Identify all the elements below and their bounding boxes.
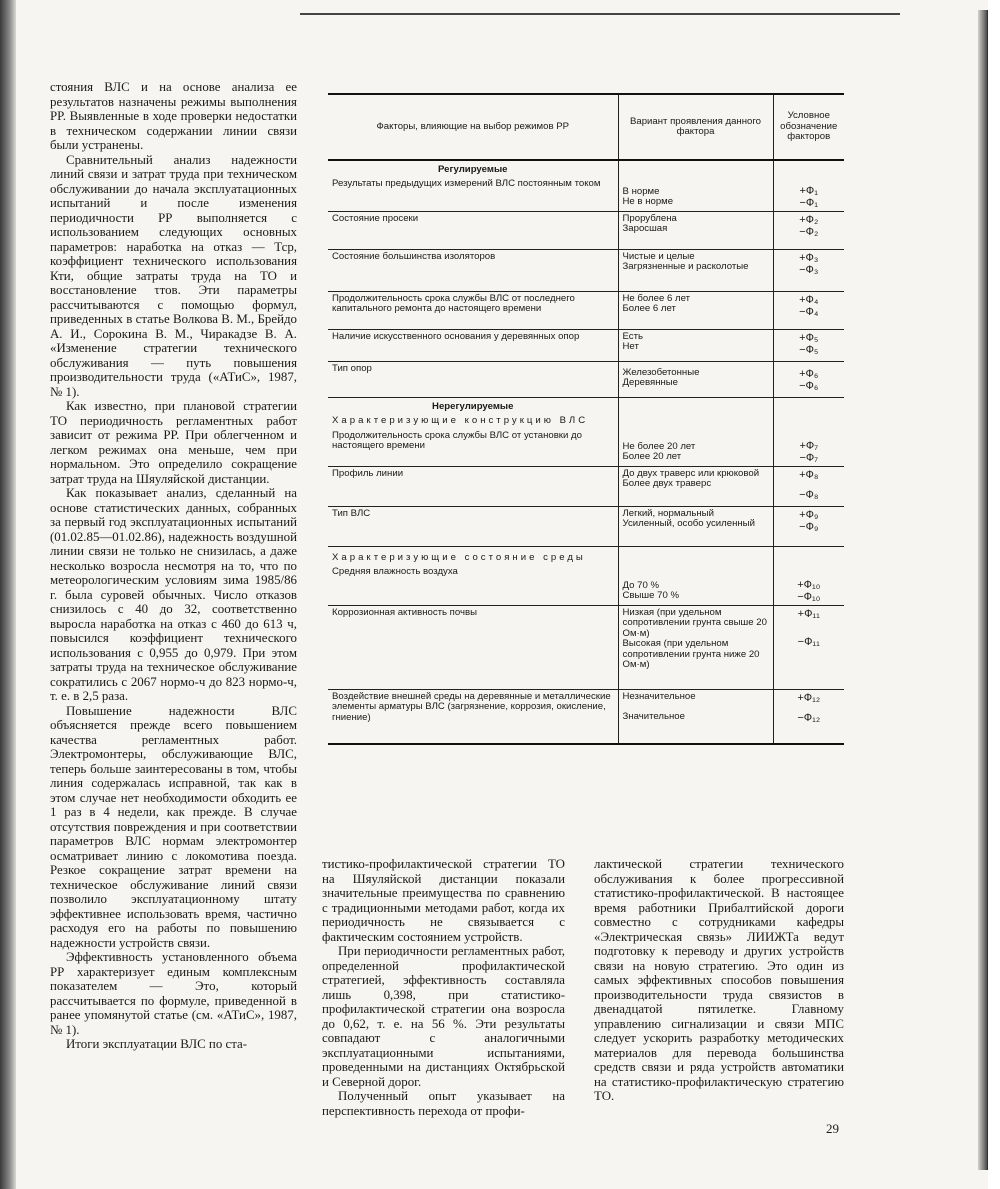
paragraph: лактической стратегии технического обслуживания к более прогрессивной статистико-профилактической. В настоящее время работники Прибалтийской дороги совместно с сотрудниками кафедры «Электрическая связь» ЛИИЖТа ведут подготовку к переводу и других устройств связи на новую стратегию. Это один из самых эффективных способов повышения производительности труда связистов в двенадцатой пятилетке. Главному управлению сигнализации и связи МПС следует ускорить разработку методических материалов для перевода большинства средств связи и ряда устройств автоматики на статистико-профилактическую стратегию ТО. [594, 857, 844, 1103]
variant-plus: Чистые и целые [622, 251, 695, 262]
middle-text-column [322, 857, 565, 1118]
table-row [328, 690, 844, 744]
factor-cell: Тип опор [332, 363, 372, 374]
code-minus: −Ф₅ [799, 344, 819, 356]
table-row [328, 467, 844, 507]
right-text-column [594, 857, 844, 1104]
left-text-column [50, 80, 297, 1052]
code-minus: −Ф₆ [799, 380, 819, 392]
code-minus: −Ф₂ [799, 226, 819, 238]
code-minus: −Ф₈ [799, 489, 819, 501]
factor-cell: Профиль линии [332, 468, 404, 479]
paragraph: Полученный опыт указывает на перспективность перехода от профи- [322, 1089, 565, 1118]
header-factors: Факторы, влияющие на выбор режимов РР [328, 94, 618, 160]
paragraph: Сравнительный анализ надежности линий связи и затрат труда при техническом обслуживании до начала эксплуатационных испытаний и после изменения периодичности РР выполняется с использованием следующих основных параметров: наработка на отказ — Тср, коэффициент технического использования Кти, общие затраты труда на ТО и восстановление τтов. Эти параметры рассчитываются с помощью формул, приведенных в статье Волкова В. М., Брейдо А. И., Сорокина В. М., Чиракадзе В. А. «Изменение стратегии технического обслуживания — путь повышения производительности труда («АТиС», 1987, № 1). [50, 152, 297, 399]
table-row [328, 160, 844, 212]
factor-cell: Состояние большинства изоляторов [332, 251, 496, 262]
paragraph: Итоги эксплуатации ВЛС по ста- [66, 1037, 248, 1051]
scan-edge-right [988, 0, 1000, 1189]
code-plus: +Ф₁₁ [797, 608, 820, 620]
paragraph: тистико-профилактической стратегии ТО на Шяуляйской дистанции показали значительные преимущества по сравнению с традиционными методами работ, когда их периодичность не связывается с фактическим состоянием устройств. [322, 857, 565, 944]
table-header-row [328, 94, 844, 160]
factor-cell: Коррозионная активность почвы [332, 607, 477, 618]
code-plus: +Ф₁ [799, 185, 818, 197]
code-plus: +Ф₄ [799, 294, 819, 306]
scan-edge-left [0, 0, 16, 1189]
code-plus: +Ф₅ [799, 332, 819, 344]
factor-cell: Продолжительность срока службы ВЛС от установки до настоящего времени [332, 429, 582, 452]
variant-plus: Прорублена [622, 213, 677, 224]
variant-minus: Более 20 лет [622, 451, 682, 463]
code-minus: −Ф₁₂ [797, 712, 821, 724]
code-minus: −Ф₁₁ [797, 636, 820, 648]
variant-plus: Не более 20 лет [622, 441, 696, 452]
scan-shadow-right [978, 10, 988, 1170]
factor-cell: Наличие искусственного основания у деревянных опор [332, 331, 580, 342]
variant-minus: Значительное [622, 711, 685, 723]
table-row [328, 330, 844, 362]
code-minus: −Ф₁₀ [797, 591, 821, 603]
page-top-rule [300, 13, 900, 15]
table-row [328, 606, 844, 690]
code-plus: +Ф₆ [799, 368, 819, 380]
variant-minus: Высокая (при удельном сопротивлении грунта ниже 20 Ом·м) [622, 638, 760, 671]
factors-table [328, 93, 844, 745]
code-plus: +Ф₃ [799, 252, 819, 264]
paragraph: При периодичности регламентных работ, определенной профилактической стратегией, эффективность составляла лишь 0,398, при статистико-профилактической стратегии она возросла до 0,62, т. е. на 56 %. Эти результаты совпадают с аналогичными эксплуатационными испытаниями, проведенными на дистанциях Октябрьской и Северной дорог. [322, 944, 565, 1089]
variant-plus: Есть [622, 331, 643, 342]
code-minus: −Ф₃ [799, 264, 819, 276]
variant-plus: Легкий, нормальный [622, 508, 714, 519]
paragraph: стояния ВЛС и на основе анализа ее результатов назначены режимы выполнения РР. Выявленные в ходе проверки недостатки в техническом содержании линии связи были устранены. [50, 80, 297, 152]
factor-cell: Воздействие внешней среды на деревянные и металлические элементы арматуры ВЛС (загрязнение, коррозия, окисление, гниение) [332, 691, 611, 723]
factor-cell: Средняя влажность воздуха [332, 566, 458, 578]
table-row [328, 292, 844, 330]
code-plus: +Ф₁₀ [797, 579, 821, 591]
subsection-heading: Характеризующие состояние среды [332, 552, 586, 563]
code-plus: +Ф₁₂ [797, 692, 821, 704]
variant-plus: До 70 % [622, 580, 659, 591]
code-plus: +Ф₈ [799, 469, 819, 481]
variant-minus: Более двух траверс [622, 478, 712, 490]
variant-plus: В норме [622, 186, 660, 197]
code-minus: −Ф₄ [799, 306, 819, 318]
variant-plus: Железобетонные [622, 367, 700, 378]
code-plus: +Ф₇ [799, 440, 819, 452]
factor-cell: Продолжительность срока службы ВЛС от последнего капитального ремонта до настоящего времени [332, 293, 575, 315]
paragraph: Повышение надежности ВЛС объясняется прежде всего повышением качества регламентных работ. Электромонтеры, обслуживающие ВЛС, теперь больше заинтересованы в том, чтобы линия содержалась исправной, так как в этом случае нет необходимости обходить ее 1 раз в 4 недели, как прежде. В случае отсутствия повреждения и при соответствии параметров ВЛС нормам электромонтер осматривает линию с локомотива поезда. Резкое сокращение затрат времени на техническое обслуживание линий связи позволило эксплуатационному штату эффективнее использовать время, частично расходуя его на работы по повышению надежности устройств связи. [50, 703, 297, 950]
variant-minus: Нет [622, 341, 639, 353]
table-row [328, 362, 844, 398]
variant-minus: Заросшая [622, 223, 668, 235]
variant-minus: Усиленный, особо усиленный [622, 518, 755, 530]
table-row [328, 398, 844, 467]
variant-plus: Низкая (при удельном сопротивлении грунта свыше 20 Ом·м) [622, 607, 767, 639]
header-variant: Вариант проявления данного фактора [618, 94, 773, 160]
table-row [328, 507, 844, 547]
variant-minus: Не в норме [622, 196, 674, 208]
subsection-heading: Характеризующие конструкцию ВЛС [332, 415, 589, 427]
section-heading: Нерегулируемые [432, 401, 514, 412]
variant-plus: До двух траверс или крюковой [622, 468, 760, 479]
table-row [328, 250, 844, 292]
variant-minus: Свыше 70 % [622, 590, 679, 602]
code-minus: −Ф₁ [799, 197, 818, 209]
table-row [328, 547, 844, 606]
page-number: 29 [826, 1121, 839, 1136]
factor-cell: Состояние просеки [332, 213, 419, 224]
variant-minus: Более 6 лет [622, 303, 676, 315]
variant-minus: Загрязненные и расколотые [622, 261, 749, 273]
header-code: Условное обозначение факторов [773, 94, 844, 160]
paragraph: Как известно, при плановой стратегии ТО периодичность регламентных работ зависит от режима РР. При облегченном и легком режимах она меньше, чем при нормальном. Это определило сокращение затрат труда на Шяуляйской дистанции. [50, 399, 297, 486]
paragraph: Эффективность установленного объема РР характеризует единым комплексным показателем — Этo, который рассчитывается по формуле, приведенной в ранее упомянутой статье (см. «АТиС», 1987, № 1). [50, 950, 297, 1037]
variant-minus: Деревянные [622, 377, 679, 389]
factor-cell: Результаты предыдущих измерений ВЛС постоянным током [332, 178, 601, 190]
section-heading: Регулируемые [438, 164, 508, 175]
variant-plus: Незначительное [622, 691, 696, 702]
table-row [328, 212, 844, 250]
code-minus: −Ф₇ [799, 452, 819, 464]
code-plus: +Ф₂ [799, 214, 819, 226]
paragraph: Как показывает анализ, сделанный на основе статистических данных, собранных за первый год эксплуатационных испытаний (01.02.85—01.02.86), надежность воздушной линии связи не только не снизилась, а даже несколько возросла несмотря на то, что по метеорологическим условиям зима 1985/86 г. была суровей обычных. Число отказов снизилось с 40 до 32, соответственно выросла наработка на отказ с 460 до 613 ч, повысился коэффициент технического использования с 0,955 до 0,979. При этом затраты труда на техническое обслуживание сократились с 2067 нормо-ч до 823 нормо-ч, т. е. в 2,5 раза. [50, 486, 297, 703]
factor-cell: Тип ВЛС [332, 508, 371, 519]
code-minus: −Ф₉ [799, 521, 819, 533]
code-plus: +Ф₉ [799, 509, 819, 521]
variant-plus: Не более 6 лет [622, 293, 690, 304]
